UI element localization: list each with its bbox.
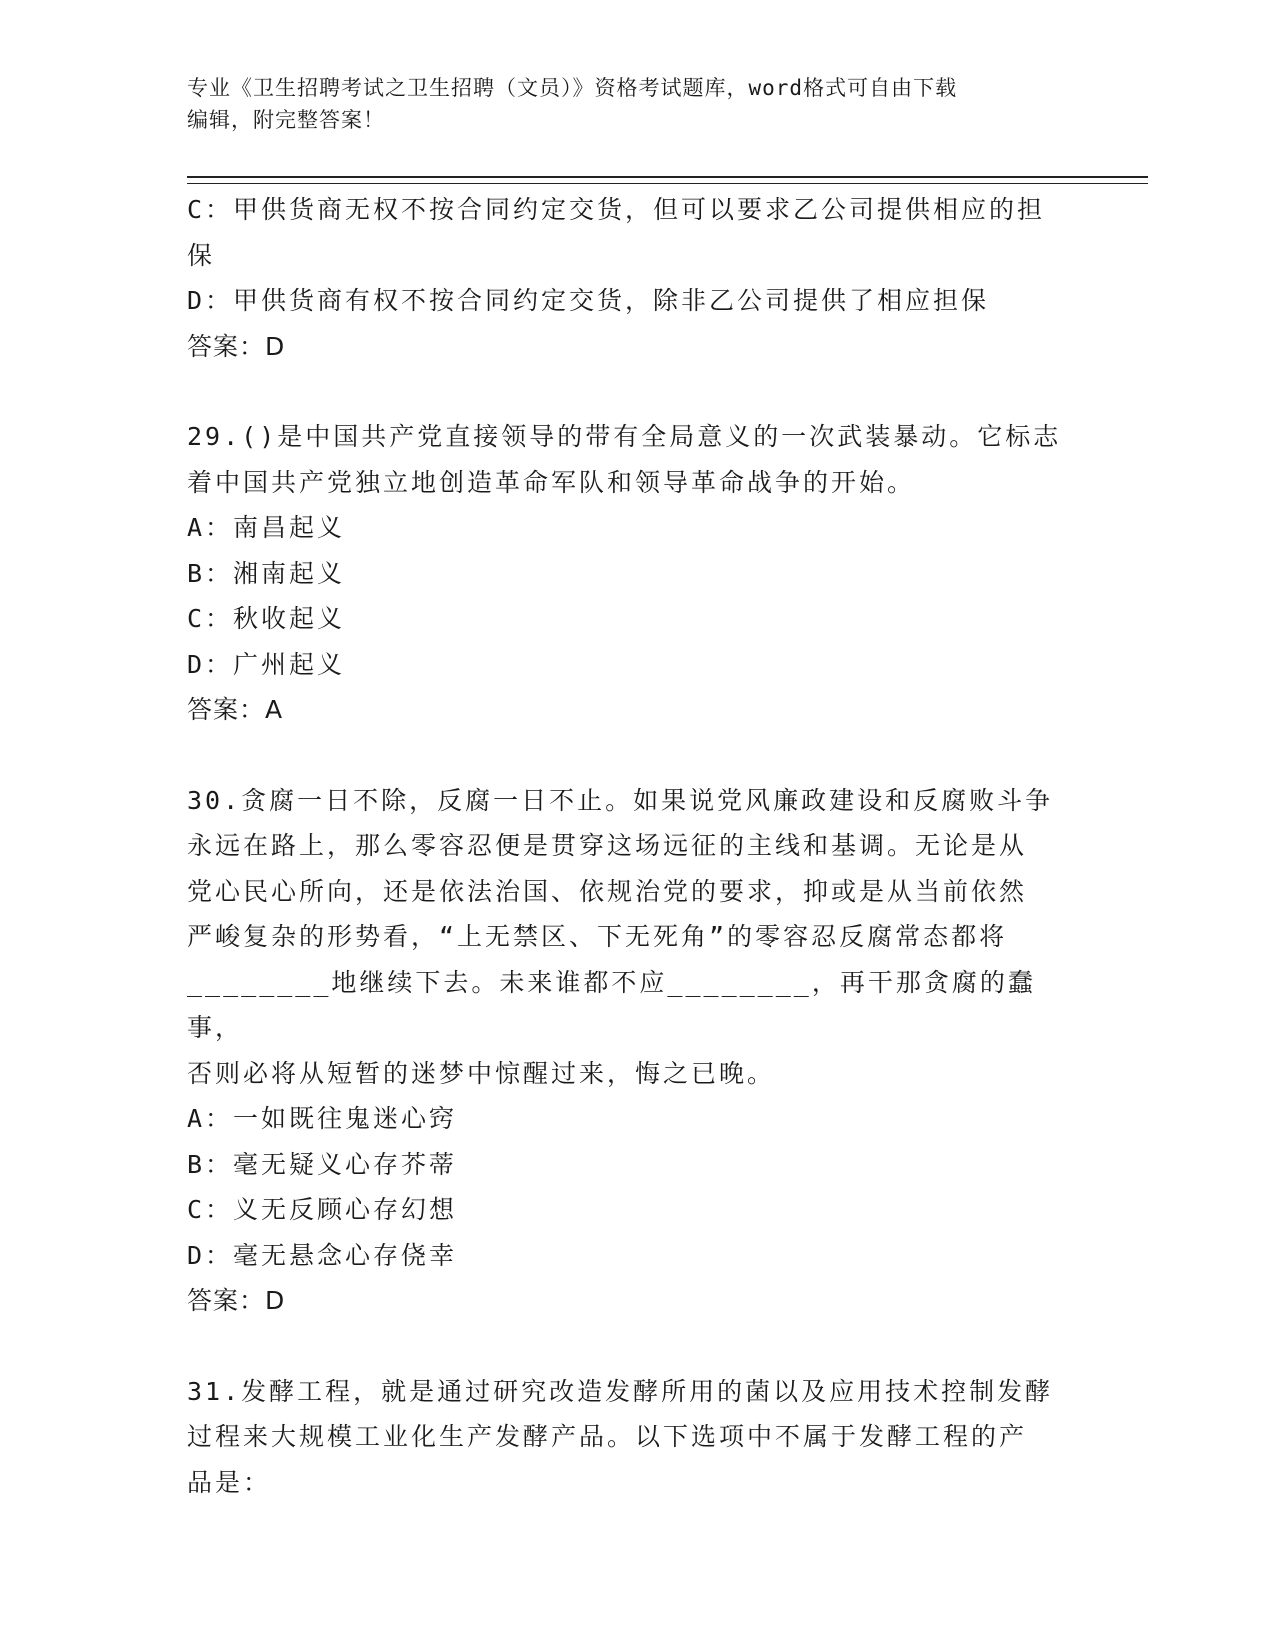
header-line-1: 专业《卫生招聘考试之卫生招聘（文员）》资格考试题库，word格式可自由下载	[187, 76, 958, 100]
spacer	[187, 369, 1067, 414]
page-header	[187, 72, 1067, 136]
header-divider-thin	[187, 183, 1148, 184]
option-c: C：义无反顾心存幻想	[187, 1195, 458, 1224]
question-28-continuation	[187, 187, 1067, 369]
question-text-line-2: 过程来大规模工业化生产发酵产品。以下选项中不属于发酵工程的产	[187, 1422, 1028, 1451]
spacer	[187, 733, 1067, 778]
option-d: D：甲供货商有权不按合同约定交货，除非乙公司提供了相应担保	[187, 286, 990, 315]
header-line-2: 编辑，附完整答案！	[187, 108, 385, 132]
option-b: B：湘南起义	[187, 558, 346, 588]
question-31	[187, 1369, 1067, 1506]
question-29	[187, 414, 1067, 733]
question-text-line-5: ________地继续下去。未来谁都不应________，再干那贪腐的蠢事，	[187, 967, 1036, 1042]
answer: 答案：A	[187, 695, 284, 724]
answer: 答案：D	[187, 1286, 286, 1315]
answer: 答案：D	[187, 331, 286, 361]
header-divider-thick	[187, 176, 1148, 178]
question-30	[187, 778, 1067, 1324]
option-c-line-2: 保	[187, 240, 216, 270]
question-content	[187, 187, 1067, 1505]
option-c: C：秋收起义	[187, 604, 346, 633]
spacer	[187, 1324, 1067, 1369]
question-text-line-1: 31.发酵工程，就是通过研究改造发酵所用的菌以及应用技术控制发酵	[187, 1376, 1054, 1406]
question-text-line-2: 着中国共产党独立地创造革命军队和领导革命战争的开始。	[187, 467, 916, 497]
question-text-line-6: 否则必将从短暂的迷梦中惊醒过来，悔之已晚。	[187, 1058, 776, 1088]
question-text-line-1: 29.()是中国共产党直接领导的带有全局意义的一次武装暴动。它标志	[187, 422, 1062, 451]
option-a: A：一如既往鬼迷心窍	[187, 1104, 458, 1133]
option-a: A：南昌起义	[187, 513, 346, 542]
question-text-line-2: 永远在路上，那么零容忍便是贯穿这场远征的主线和基调。无论是从	[187, 831, 1028, 860]
option-d: D：毫无悬念心存侥幸	[187, 1240, 458, 1270]
option-b: B：毫无疑义心存芥蒂	[187, 1149, 458, 1179]
question-text-line-3: 党心民心所向，还是依法治国、依规治党的要求，抑或是从当前依然	[187, 876, 1028, 906]
question-text-line-4: 严峻复杂的形势看，“上无禁区、下无死角”的零容忍反腐常态都将	[187, 922, 1008, 951]
question-text-line-1: 30.贪腐一日不除，反腐一日不止。如果说党风廉政建设和反腐败斗争	[187, 785, 1054, 815]
option-c-line-1: C：甲供货商无权不按合同约定交货，但可以要求乙公司提供相应的担	[187, 195, 1046, 224]
option-d: D：广州起义	[187, 649, 346, 679]
question-text-line-3: 品是：	[187, 1467, 272, 1497]
